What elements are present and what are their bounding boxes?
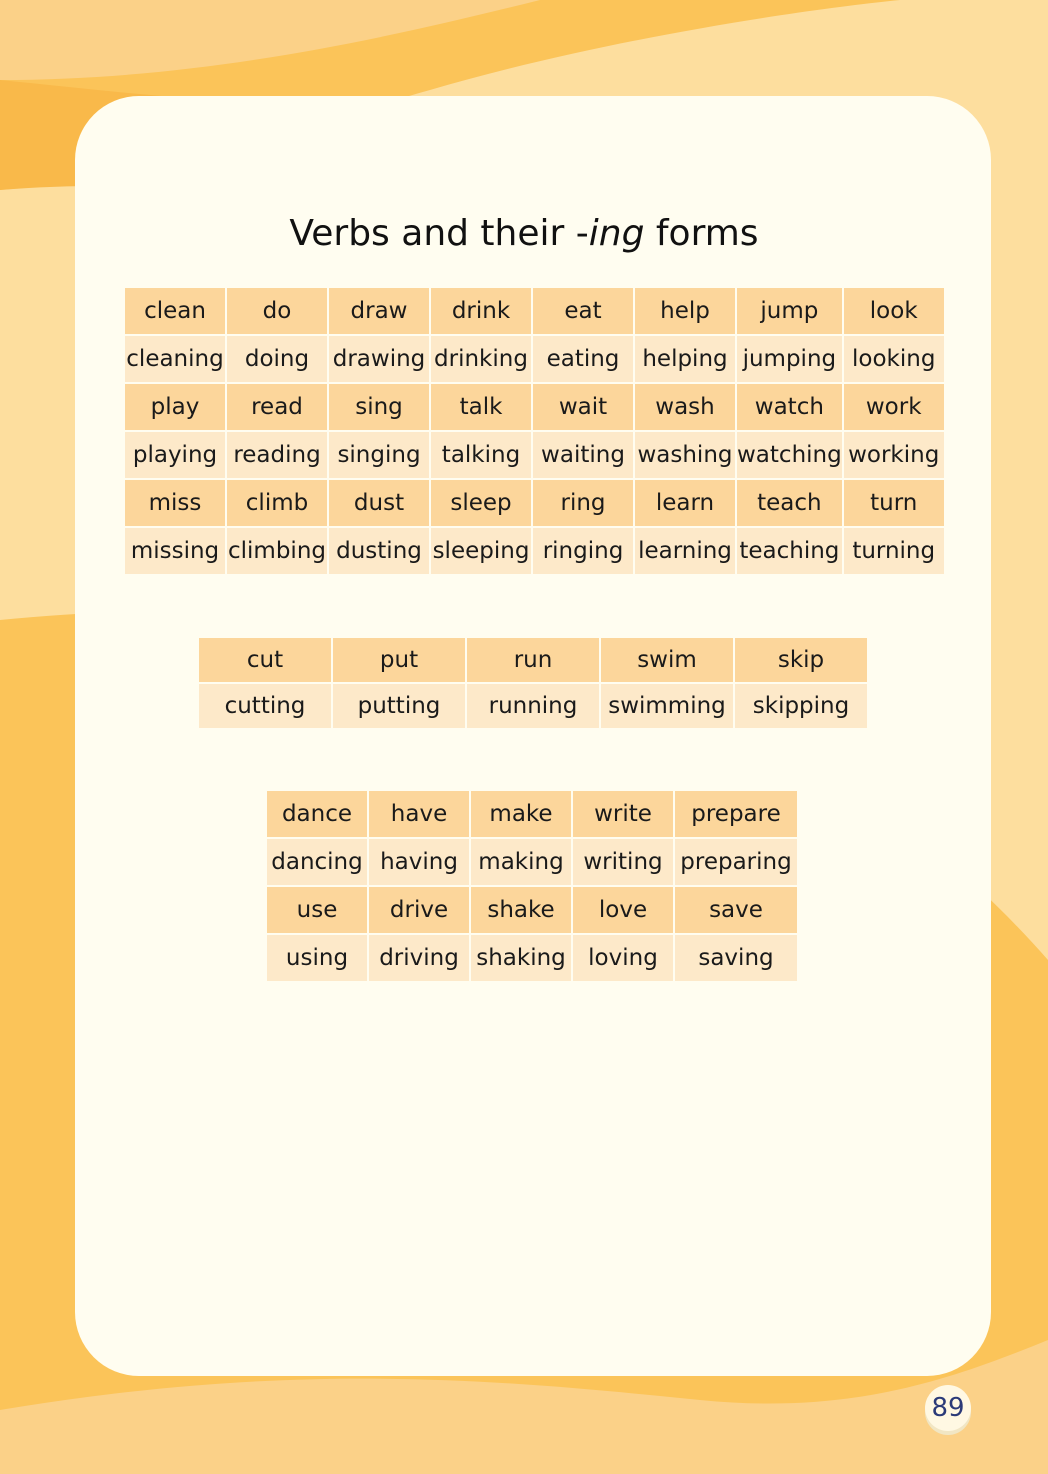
base-form-row bbox=[125, 384, 944, 430]
ing-verb-cell: teaching bbox=[737, 528, 842, 574]
ing-verb-cell: shaking bbox=[471, 935, 571, 981]
base-verb-cell: clean bbox=[125, 288, 225, 334]
ing-verb-cell: missing bbox=[125, 528, 225, 574]
base-verb-cell: swim bbox=[601, 638, 733, 682]
base-form-row bbox=[267, 791, 797, 837]
base-verb-cell: look bbox=[844, 288, 944, 334]
ing-verb-cell: writing bbox=[573, 839, 673, 885]
base-verb-cell: write bbox=[573, 791, 673, 837]
base-verb-cell: teach bbox=[737, 480, 842, 526]
ing-verb-cell: singing bbox=[329, 432, 429, 478]
base-form-row bbox=[125, 288, 944, 334]
ing-verb-cell: climbing bbox=[227, 528, 327, 574]
base-verb-cell: read bbox=[227, 384, 327, 430]
base-verb-cell: wait bbox=[533, 384, 633, 430]
ing-verb-cell: preparing bbox=[675, 839, 797, 885]
title-prefix: Verbs and their - bbox=[289, 213, 589, 254]
ing-verb-cell: running bbox=[467, 684, 599, 728]
ing-verb-cell: cleaning bbox=[125, 336, 225, 382]
base-verb-cell: drink bbox=[431, 288, 531, 334]
ing-verb-cell: loving bbox=[573, 935, 673, 981]
ing-verb-cell: drinking bbox=[431, 336, 531, 382]
page-number: 89 bbox=[925, 1385, 971, 1431]
base-verb-cell: draw bbox=[329, 288, 429, 334]
ing-verb-cell: talking bbox=[431, 432, 531, 478]
ing-verb-cell: swimming bbox=[601, 684, 733, 728]
ing-verb-cell: turning bbox=[844, 528, 944, 574]
base-verb-cell: wash bbox=[635, 384, 735, 430]
ing-form-row bbox=[199, 684, 867, 728]
ing-verb-cell: making bbox=[471, 839, 571, 885]
ing-verb-cell: driving bbox=[369, 935, 469, 981]
base-verb-cell: save bbox=[675, 887, 797, 933]
base-verb-cell: put bbox=[333, 638, 465, 682]
ing-form-row bbox=[267, 935, 797, 981]
base-verb-cell: miss bbox=[125, 480, 225, 526]
ing-verb-cell: drawing bbox=[329, 336, 429, 382]
page-title bbox=[0, 210, 1048, 258]
base-verb-cell: talk bbox=[431, 384, 531, 430]
base-verb-cell: cut bbox=[199, 638, 331, 682]
base-verb-cell: turn bbox=[844, 480, 944, 526]
ing-verb-cell: skipping bbox=[735, 684, 867, 728]
base-verb-cell: run bbox=[467, 638, 599, 682]
base-verb-cell: make bbox=[471, 791, 571, 837]
verb-table-regular bbox=[123, 286, 946, 576]
base-verb-cell: do bbox=[227, 288, 327, 334]
ing-verb-cell: waiting bbox=[533, 432, 633, 478]
base-verb-cell: ring bbox=[533, 480, 633, 526]
ing-form-row bbox=[125, 528, 944, 574]
ing-verb-cell: helping bbox=[635, 336, 735, 382]
verb-table-double-consonant bbox=[197, 636, 869, 730]
ing-form-row bbox=[267, 839, 797, 885]
ing-verb-cell: saving bbox=[675, 935, 797, 981]
base-verb-cell: have bbox=[369, 791, 469, 837]
ing-verb-cell: watching bbox=[737, 432, 842, 478]
base-form-row bbox=[267, 887, 797, 933]
base-form-row bbox=[125, 480, 944, 526]
title-suffix-emphasis: ing bbox=[588, 213, 645, 254]
ing-verb-cell: using bbox=[267, 935, 367, 981]
ing-verb-cell: looking bbox=[844, 336, 944, 382]
ing-form-row bbox=[125, 432, 944, 478]
ing-verb-cell: cutting bbox=[199, 684, 331, 728]
base-verb-cell: sleep bbox=[431, 480, 531, 526]
ing-verb-cell: reading bbox=[227, 432, 327, 478]
base-verb-cell: jump bbox=[737, 288, 842, 334]
base-verb-cell: play bbox=[125, 384, 225, 430]
ing-verb-cell: having bbox=[369, 839, 469, 885]
ing-verb-cell: working bbox=[844, 432, 944, 478]
base-verb-cell: love bbox=[573, 887, 673, 933]
ing-verb-cell: dancing bbox=[267, 839, 367, 885]
ing-form-row bbox=[125, 336, 944, 382]
base-verb-cell: help bbox=[635, 288, 735, 334]
ing-verb-cell: dusting bbox=[329, 528, 429, 574]
base-verb-cell: shake bbox=[471, 887, 571, 933]
base-verb-cell: eat bbox=[533, 288, 633, 334]
ing-verb-cell: doing bbox=[227, 336, 327, 382]
ing-verb-cell: learning bbox=[635, 528, 735, 574]
base-verb-cell: use bbox=[267, 887, 367, 933]
base-verb-cell: watch bbox=[737, 384, 842, 430]
base-verb-cell: dust bbox=[329, 480, 429, 526]
ing-verb-cell: putting bbox=[333, 684, 465, 728]
base-verb-cell: work bbox=[844, 384, 944, 430]
verb-table-drop-e bbox=[265, 789, 799, 983]
base-verb-cell: skip bbox=[735, 638, 867, 682]
ing-verb-cell: eating bbox=[533, 336, 633, 382]
ing-verb-cell: jumping bbox=[737, 336, 842, 382]
base-verb-cell: prepare bbox=[675, 791, 797, 837]
base-verb-cell: sing bbox=[329, 384, 429, 430]
title-forms: forms bbox=[644, 213, 759, 254]
ing-verb-cell: washing bbox=[635, 432, 735, 478]
ing-verb-cell: playing bbox=[125, 432, 225, 478]
base-verb-cell: learn bbox=[635, 480, 735, 526]
ing-verb-cell: sleeping bbox=[431, 528, 531, 574]
base-verb-cell: drive bbox=[369, 887, 469, 933]
base-verb-cell: dance bbox=[267, 791, 367, 837]
base-form-row bbox=[199, 638, 867, 682]
base-verb-cell: climb bbox=[227, 480, 327, 526]
ing-verb-cell: ringing bbox=[533, 528, 633, 574]
